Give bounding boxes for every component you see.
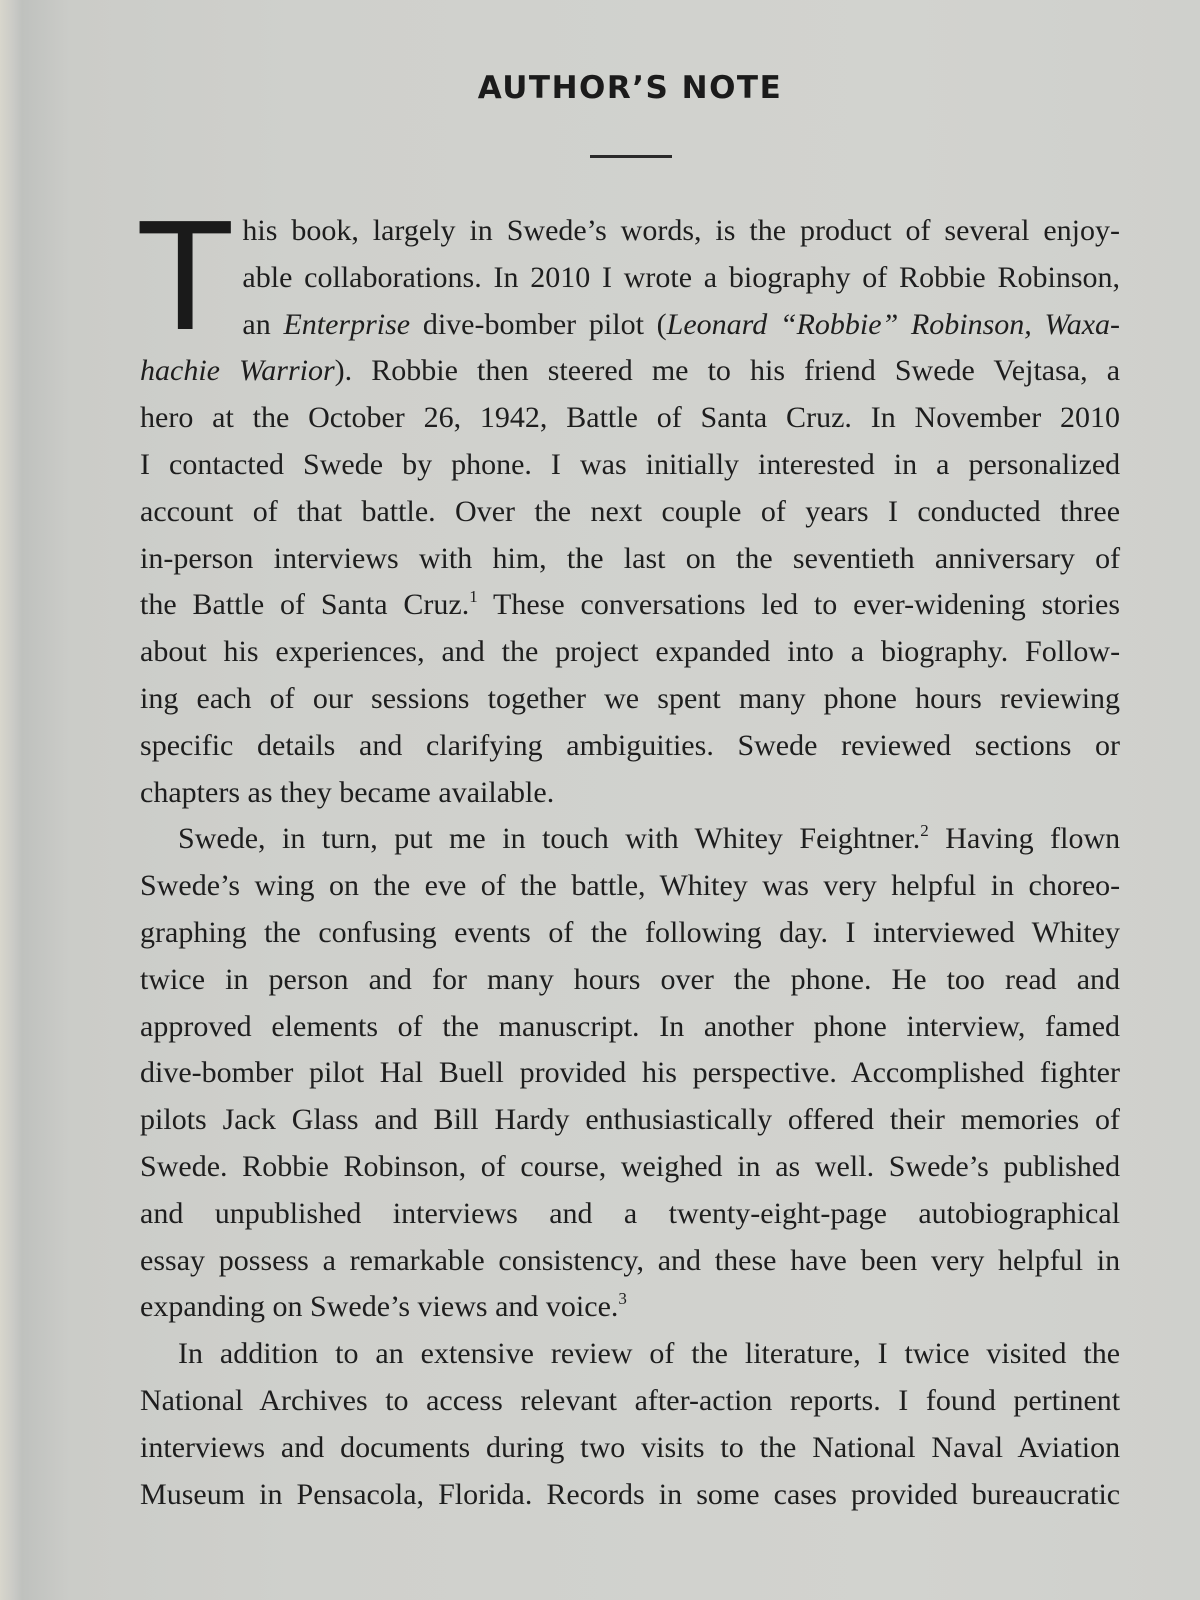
text-line: his book, largely in Swede’s words, is the product of several enjoy- (242, 214, 1121, 247)
text-line-italic-mix: hachie Warrior). Robbie then steered me to his friend Swede Vejtasa, a (140, 354, 1121, 388)
text-line: the Battle of Santa Cruz.$^1$ These conversations led to ever-widening stories (140, 587, 1121, 622)
text-line: National Archives to access relevant after-action reports. I found pertinent (140, 1383, 1121, 1417)
page-title: AUTHOR’S NOTE (477, 70, 783, 106)
text-line: account of that battle. Over the next couple of years I conducted three (140, 494, 1121, 528)
text-line: chapters as they became available. (140, 775, 555, 809)
text-line: Swede’s wing on the eve of the battle, Whitey was very helpful in choreo- (140, 869, 1121, 903)
text-line: in-person interviews with him, the last on the seventieth anniversary of (140, 541, 1121, 575)
text-line: approved elements of the manuscript. In another phone interview, famed (140, 1009, 1121, 1043)
text-line: twice in person and for many hours over the phone. He too read and (140, 962, 1121, 996)
text-line: I contacted Swede by phone. I was initially interested in a personalized (140, 447, 1121, 481)
paragraph-2 (140, 816, 1120, 1331)
text-line: able collaborations. In 2010 I wrote a biography of Robbie Robinson, (242, 260, 1121, 294)
drop-cap: T (140, 192, 231, 364)
text-line: In addition to an extensive review of the literature, I twice visited the (178, 1337, 1121, 1371)
text-line: pilots Jack Glass and Bill Hardy enthusiastically offered their memories of (140, 1103, 1120, 1137)
text-line: interviews and documents during two visits to the National Naval Aviation (140, 1430, 1121, 1464)
footnote-marker: 3 (618, 1289, 627, 1309)
text-line: Museum in Pensacola, Florida. Records in some cases provided bureaucratic (140, 1477, 1121, 1511)
text-line: expanding on Swede’s views and voice.$^3$ (140, 1289, 627, 1324)
text-line: and unpublished interviews and a twenty-eight-page autobiographical (140, 1196, 1121, 1230)
footnote-marker: 2 (920, 821, 929, 841)
text-line: graphing the confusing events of the following day. I interviewed Whitey (140, 915, 1120, 949)
text-line: specific details and clarifying ambiguities. Swede reviewed sections or (140, 728, 1121, 762)
text-line: essay possess a remarkable consistency, and these have been very helpful in (140, 1243, 1121, 1277)
text-line: dive-bomber pilot Hal Buell provided his perspective. Accomplished fighter (140, 1056, 1120, 1090)
title-divider (590, 155, 672, 158)
text-line: hero at the October 26, 1942, Battle of Santa Cruz. In November 2010 (140, 401, 1120, 435)
text-line: about his experiences, and the project expanded into a biography. Follow- (140, 635, 1121, 669)
paragraph-1 (140, 192, 1121, 816)
text-line: Swede, in turn, put me in touch with Whitey Feightner.$^2$ Having flown (178, 821, 1121, 856)
footnote-marker: 1 (469, 587, 478, 607)
text-line: Swede. Robbie Robinson, of course, weighed in as well. Swede’s published (140, 1149, 1121, 1183)
body-text (140, 192, 1121, 1518)
paragraph-3 (140, 1331, 1120, 1518)
text-line: ing each of our sessions together we spent many phone hours reviewing (140, 681, 1121, 715)
text-line-italic-mix: an Enterprise dive-bomber pilot (Leonard “Robbie” Robinson, Waxa- (242, 307, 1121, 341)
